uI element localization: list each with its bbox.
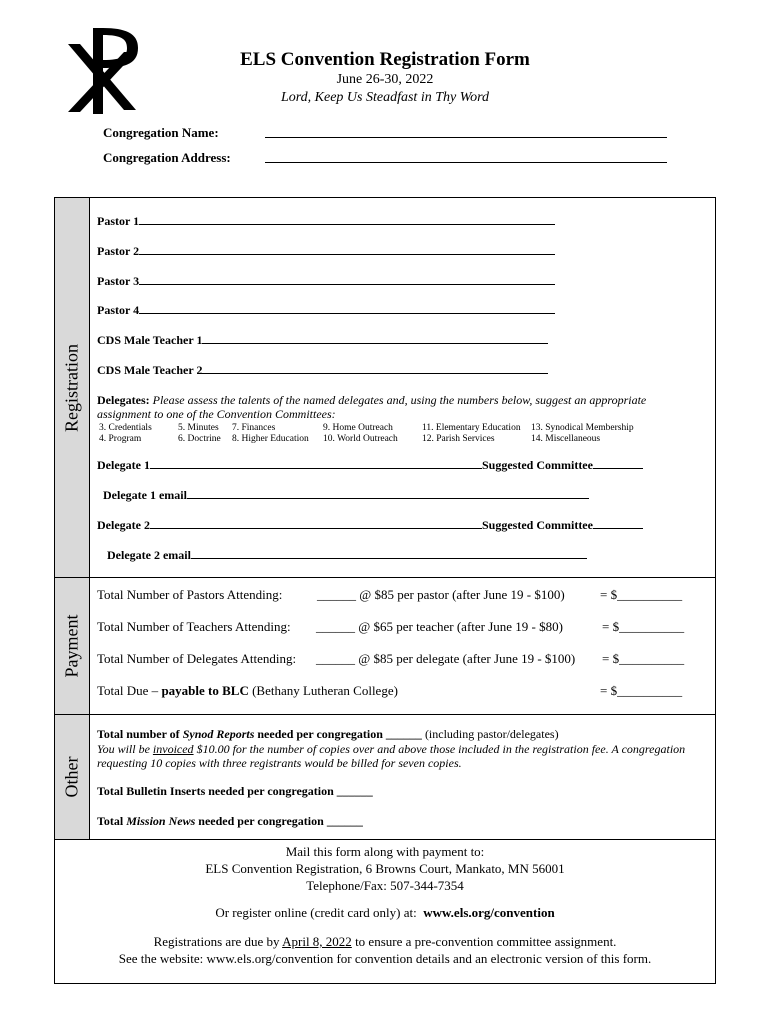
committee-item: 4. Program [99, 434, 142, 444]
other-sidebar [55, 715, 90, 839]
delegates-rate[interactable]: ______ @ $85 per delegate (after June 19 - $100) [316, 651, 576, 666]
committee-item: 10. World Outreach [323, 434, 398, 444]
total-due-prefix: Total Due – [97, 683, 159, 698]
bulletin-inserts-line[interactable]: Total Bulletin Inserts needed per congregation ______ [97, 784, 373, 798]
mail-line-3: Telephone/Fax: 507-344-7354 [306, 878, 464, 893]
suggested-committee-label: Suggested Committee [481, 518, 593, 532]
online-registration-line [54, 904, 716, 921]
committee-item: 6. Doctrine [178, 434, 221, 444]
delegate-1-committee-field[interactable] [593, 459, 643, 469]
delegates-instructions-text: Please assess the talents of the named delegates and, using the numbers below, suggest an appropriate assignment to one of the Convention Committees: [97, 393, 647, 421]
other-label: Other [61, 756, 82, 798]
section-divider [54, 577, 716, 578]
due-date: April 8, 2022 [282, 934, 352, 949]
teacher-1-row [97, 333, 548, 348]
committee-item: 8. Higher Education [232, 434, 309, 444]
pastors-rate[interactable]: ______ @ $85 per pastor (after June 19 - $100) [317, 587, 565, 602]
pastor-2-field[interactable] [139, 245, 555, 255]
mission-news-title: Mission News [126, 814, 196, 828]
teacher-2-field[interactable] [202, 364, 548, 374]
delegate-1-email-row [103, 488, 589, 503]
synod-reports-line [97, 727, 697, 741]
committee-item: 9. Home Outreach [323, 423, 393, 433]
pastors-total[interactable]: = $__________ [600, 587, 683, 602]
synod-reports-note: (including pastor/delegates) [424, 727, 559, 741]
teachers-rate[interactable]: ______ @ $65 per teacher (after June 19 - $80) [316, 619, 563, 634]
payment-sidebar [55, 578, 90, 714]
committee-item: 5. Minutes [178, 423, 219, 433]
delegates-attending-label: Total Number of Delegates Attending: [97, 651, 297, 666]
committee-item: 14. Miscellaneous [531, 434, 601, 444]
mission-news-prefix: Total [97, 814, 124, 828]
delegate-1-row [97, 458, 643, 473]
mission-news-line [97, 814, 697, 828]
pastor-2-row [97, 244, 555, 259]
delegate-1-label: Delegate 1 [97, 458, 150, 472]
committee-item: 13. Synodical Membership [531, 423, 634, 433]
synod-reports-title: Synod Reports [182, 727, 255, 741]
due-prefix: Registrations are due by [153, 934, 280, 949]
delegate-1-field[interactable] [150, 459, 482, 469]
invoice-note-pre: You will be [97, 742, 150, 756]
website-line: See the website: www.els.org/convention for convention details and an electronic version of this form. [118, 951, 652, 966]
delegate-2-email-field[interactable] [191, 549, 587, 559]
invoice-note [97, 742, 697, 770]
form-title: ELS Convention Registration Form [240, 49, 530, 70]
congregation-name-field[interactable] [265, 137, 667, 138]
committee-item: 12. Parish Services [422, 434, 495, 444]
delegate-2-row [97, 518, 643, 533]
due-suffix: to ensure a pre-convention committee assignment. [355, 934, 617, 949]
convention-motto: Lord, Keep Us Steadfast in Thy Word [280, 90, 490, 105]
teacher-1-label: CDS Male Teacher 1 [97, 333, 203, 347]
invoice-note-post: $10.00 for the number of copies over and above those included in the registration fee. A congregation requesting 10 copies with three registrants would be billed for seven copies. [97, 742, 686, 770]
mail-line-1: Mail this form along with payment to: [285, 844, 485, 859]
convention-date: June 26-30, 2022 [336, 72, 434, 87]
teachers-total[interactable]: = $__________ [602, 619, 685, 634]
committee-item: 7. Finances [232, 423, 276, 433]
mission-news-suffix[interactable]: needed per congregation ______ [198, 814, 363, 828]
delegate-1-email-label: Delegate 1 email [103, 488, 187, 502]
delegate-2-label: Delegate 2 [97, 518, 150, 532]
pastor-2-label: Pastor 2 [97, 244, 140, 258]
teacher-1-field[interactable] [202, 334, 548, 344]
delegates-total[interactable]: = $__________ [602, 651, 685, 666]
congregation-name-label: Congregation Name: [103, 125, 219, 140]
online-prefix: Or register online (credit card only) at: [215, 905, 417, 920]
pastor-1-label: Pastor 1 [97, 214, 140, 228]
suggested-committee-label: Suggested Committee [481, 458, 593, 472]
online-url-link[interactable]: www.els.org/convention [423, 905, 555, 920]
section-divider [54, 839, 716, 840]
registration-label: Registration [61, 343, 82, 432]
pastor-4-row [97, 303, 555, 318]
invoice-note-underlined: invoiced [152, 742, 194, 756]
synod-reports-suffix[interactable]: needed per congregation ______ [257, 727, 422, 741]
delegates-instructions [97, 393, 697, 421]
pastor-3-row [97, 274, 555, 289]
teacher-2-row [97, 363, 548, 378]
total-due-payee: payable to BLC [161, 683, 249, 698]
registration-sidebar [55, 198, 90, 577]
total-due-label [97, 683, 398, 699]
delegates-heading: Delegates: [97, 393, 150, 407]
delegate-2-committee-field[interactable] [593, 519, 643, 529]
pastors-attending-label: Total Number of Pastors Attending: [97, 587, 283, 602]
pastor-3-label: Pastor 3 [97, 274, 140, 288]
total-due-value[interactable]: = $__________ [600, 683, 683, 698]
delegate-2-email-label: Delegate 2 email [107, 548, 191, 562]
synod-reports-prefix: Total number of [97, 727, 180, 741]
pastor-4-field[interactable] [139, 304, 555, 314]
total-due-suffix: (Bethany Lutheran College) [252, 683, 398, 698]
pastor-4-label: Pastor 4 [97, 303, 140, 317]
pastor-1-row [97, 214, 555, 229]
section-divider [54, 714, 716, 715]
due-date-line [54, 933, 716, 950]
committee-item: 3. Credentials [99, 423, 152, 433]
teacher-2-label: CDS Male Teacher 2 [97, 363, 203, 377]
congregation-address-field[interactable] [265, 162, 667, 163]
payment-label: Payment [61, 614, 82, 678]
committee-item: 11. Elementary Education [422, 423, 521, 433]
mail-line-2: ELS Convention Registration, 6 Browns Court, Mankato, MN 56001 [205, 861, 565, 876]
pastor-3-field[interactable] [139, 275, 555, 285]
delegate-2-field[interactable] [150, 519, 482, 529]
delegate-1-email-field[interactable] [187, 489, 589, 499]
teachers-attending-label: Total Number of Teachers Attending: [97, 619, 291, 634]
pastor-1-field[interactable] [139, 215, 555, 225]
delegate-2-email-row [107, 548, 587, 563]
congregation-address-label: Congregation Address: [103, 150, 231, 165]
